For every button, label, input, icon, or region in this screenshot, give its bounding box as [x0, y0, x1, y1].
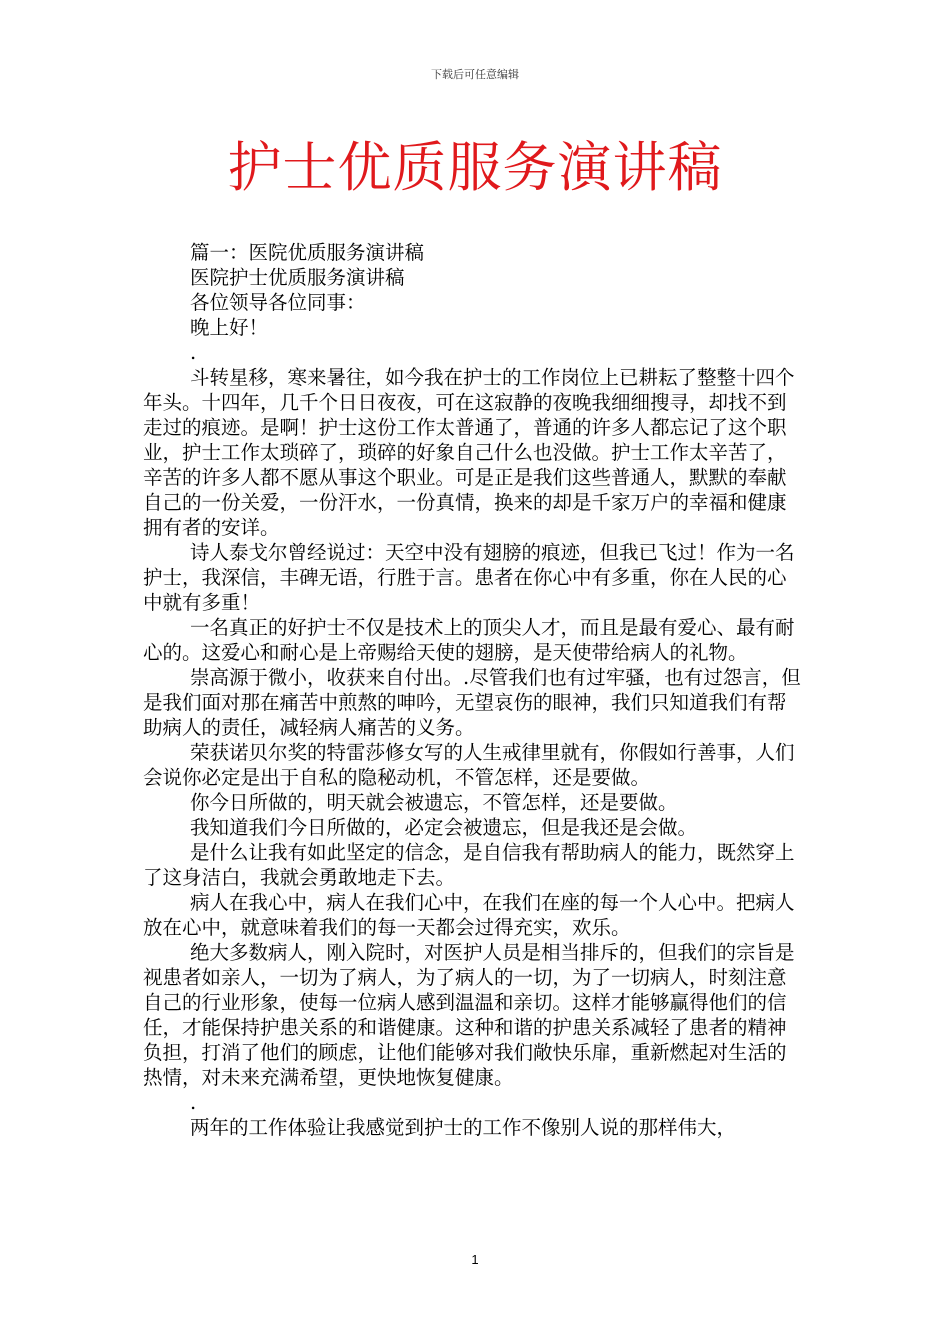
paragraph: 诗人泰戈尔曾经说过：天空中没有翅膀的痕迹，但我已飞过！作为一名护士，我深信，丰碑无语，行胜于言。患者在你心中有多重，你在人民的心中就有多重！ [143, 541, 795, 614]
paragraph: 绝大多数病人，刚入院时，对医护人员是相当排斥的，但我们的宗旨是视患者如亲人，一切为了病人，为了病人的一切，为了一切病人，时刻注意自己的行业形象，使每一位病人感到温温和亲切。这样才能够赢得他们的信任，才能保持护患关系的和谐健康。这种和谐的护患关系减轻了患者的精神负担，打消了他们的顾虑，让他们能够对我们敞快乐扉，重新燃起对生活的热情，对未来充满希望，更快地恢复健康。 [143, 941, 795, 1089]
paragraph-continued: 两年的工作体验让我感觉到护士的工作不像别人说的那样伟大， [190, 1116, 737, 1139]
paragraph: 你今日所做的，明天就会被遗忘，不管怎样，还是要做。 [190, 791, 678, 814]
paragraph: 崇高源于微小，收获来自付出。.尽管我们也有过牢骚，也有过怨言，但是我们面对那在痛苦中煎熬的呻吟，无望哀伤的眼神，我们只知道我们有帮助病人的责任，减轻病人痛苦的义务。 [143, 666, 801, 739]
speech-title-line: 医院护士优质服务演讲稿 [190, 266, 405, 289]
header-note: 下载后可任意编辑 [431, 68, 519, 81]
document-body [143, 240, 805, 1140]
section-heading: 篇一：医院优质服务演讲稿 [190, 241, 425, 264]
paragraph: 是什么让我有如此坚定的信念，是自信我有帮助病人的能力，既然穿上了这身洁白，我就会勇敢地走下去。 [143, 841, 795, 889]
salutation: 各位领导各位同事： [190, 291, 366, 314]
paragraph: 一名真正的好护士不仅是技术上的顶尖人才，而且是最有爱心、最有耐心的。这爱心和耐心是上帝赐给天使的翅膀，是天使带给病人的礼物。 [143, 616, 795, 664]
separator-dot: . [190, 341, 197, 364]
paragraph: 病人在我心中，病人在我们心中，在我们在座的每一个人心中。把病人放在心中，就意味着我们的每一天都会过得充实，欢乐。 [143, 891, 795, 939]
paragraph: 斗转星移，寒来暑往，如今我在护士的工作岗位上已耕耘了整整十四个年头。十四年，几千个日日夜夜，可在这寂静的夜晚我细细搜寻，却找不到走过的痕迹。是啊！护士这份工作太普通了，普通的许多人都忘记了这个职业，护士工作太琐碎了，琐碎的好象自己什么也没做。护士工作太辛苦了，辛苦的许多人都不愿从事这个职业。可是正是我们这些普通人，默默的奉献自己的一份关爱，一份汗水，一份真情，换来的却是千家万户的幸福和健康拥有者的安详。 [143, 366, 795, 539]
separator-dot: . [190, 1091, 197, 1114]
paragraph: 荣获诺贝尔奖的特雷莎修女写的人生戒律里就有，你假如行善事，人们会说你必定是出于自私的隐秘动机，不管怎样，还是要做。 [143, 741, 795, 789]
document-title: 护士优质服务演讲稿 [227, 136, 723, 199]
greeting: 晚上好！ [190, 316, 269, 339]
paragraph: 我知道我们今日所做的，必定会被遗忘，但是我还是会做。 [190, 816, 698, 839]
page-number: 1 [471, 1252, 479, 1267]
